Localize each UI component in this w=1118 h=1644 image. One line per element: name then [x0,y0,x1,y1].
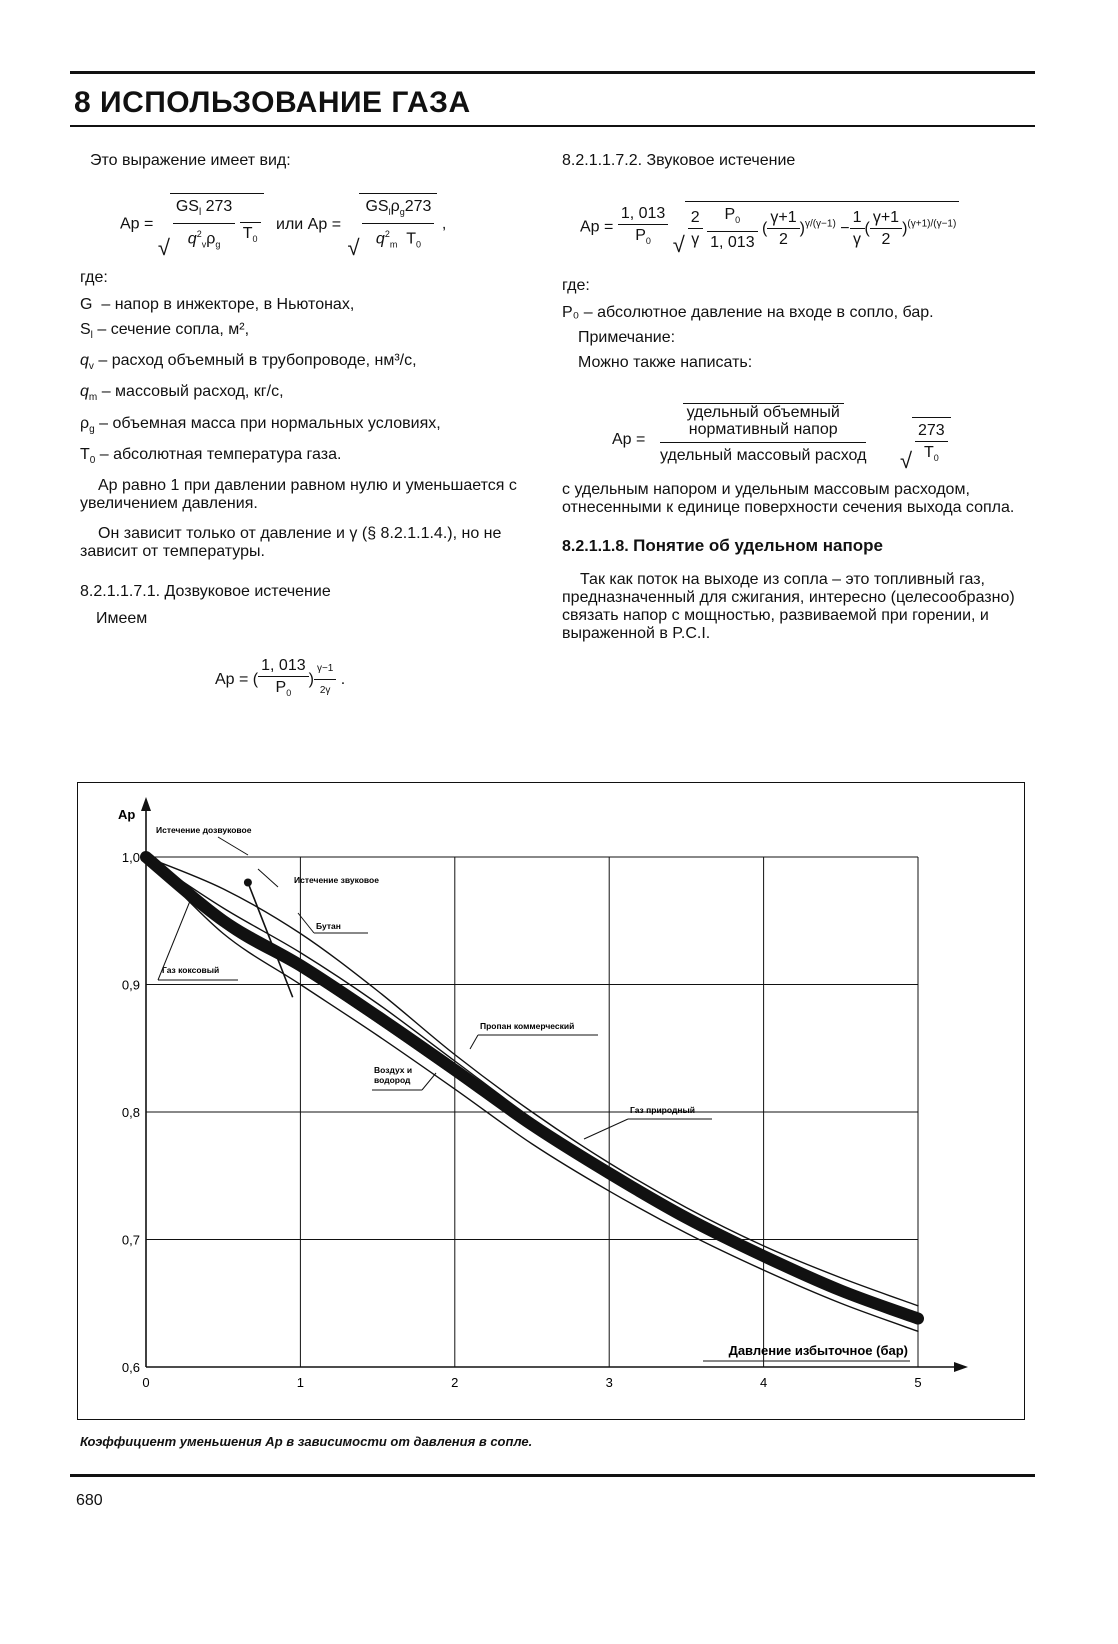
chart-frame [77,782,1025,1420]
para-concept: Так как поток на выходе из сопла – это топливный газ, предназначенный для сжигания, интересно (целесообразно) связать напор с мощностью, развиваемой при горении, и выраженной в P.C.I. [562,571,1015,642]
figure-caption: Коэффициент уменьшения Ap в зависимости от давления в сопле. [80,1434,533,1449]
leader-natural-gas [584,1119,628,1139]
label-air-1: Воздух и [374,1065,413,1075]
x-tick-label: 0 [142,1375,150,1390]
x-tick-label: 3 [605,1375,613,1390]
series-propane [146,857,918,1316]
def-s: $S_l$ – сечение сопла, м², [80,321,250,342]
def-qm: $q_m$ – массовый расход, кг/с, [80,383,284,404]
left-column [80,150,530,704]
header-underline [70,125,1035,127]
label-air-2: водород [374,1075,411,1085]
section-subsonic: 8.2.1.1.7.1. Дозвуковое истечение [80,582,331,600]
formula-subsonic: Ap = ( $\frac{1, 013}{P_0}$ ) $\frac{\gamma-1}{2\gamma}$ . [215,656,346,699]
series-natural-gas [146,857,918,1319]
label-sonic: Истечение звуковое [294,875,379,885]
x-axis-arrow [954,1362,968,1372]
formula-specific: Ap = удельный объемный нормативный напор удельный массовый расход √ $\frac{273}{T_0}$ [612,403,1022,473]
x-axis-label: Давление избыточное (бар) [728,1343,908,1358]
y-tick-label: 0,8 [121,1105,140,1120]
p0-definition: P₀ – абсолютное давление на входе в сопло, бар. [562,304,934,321]
para-specific: с удельным напором и удельным массовым расходом, отнесенными к единице поверхности сечения выхода сопла. [562,481,1015,516]
label-subsonic: Истечение дозвуковое [156,825,252,835]
label-coke: Газ коксовый [162,965,220,975]
leader-propane [470,1035,478,1049]
leader-sonic [258,869,278,887]
series-air-hydrogen [146,857,918,1331]
para-ap-equals-1: Ap равно 1 при давлении равном нулю и уменьшается с увеличением давления. [80,476,517,512]
right-column [562,150,1022,643]
def-qv: $q_v$ – расход объемный в трубопроводе, нм³/с, [80,352,417,373]
x-tick-label: 4 [759,1375,768,1390]
where-label-right: где: [562,277,590,294]
y-tick-label: 0,9 [121,977,140,993]
label-propane: Пропан коммерческий [480,1021,575,1031]
sonic-point [244,879,252,887]
x-tick-label: 2 [451,1375,459,1390]
label-butane: Бутан [316,921,341,931]
top-rule [70,71,1035,74]
leader-subsonic [218,837,248,855]
section-sonic: 8.2.1.1.7.2. Звуковое истечение [562,152,796,169]
def-rho: $\rho_g$ – объемная масса при нормальных условиях, [80,414,441,435]
y-axis-label: Ap [118,807,136,822]
footer-rule [70,1474,1035,1477]
formula-ap-general: Ap = √ $\frac{GS_l 273}{q^2_v\rho_g}$ $T_0$ или Ap = √ $\frac{GS_l\rho_g273}{q^2_m T_0}$ , [120,193,530,253]
ap-pressure-chart [78,783,1024,1419]
chapter-title: 8 ИСПОЛЬЗОВАНИЕ ГАЗА [74,86,471,119]
section-concept: 8.2.1.1.8. Понятие об удельном напоре [562,536,883,555]
note-label: Примечание: [578,329,676,346]
leader-air [422,1073,436,1090]
where-label: где: [80,269,108,286]
label-natural-gas: Газ природный [630,1105,695,1115]
page-number: 680 [76,1492,103,1509]
para-depends: Он зависит только от давление и γ (§ 8.2.1.1.4.), но не зависит от температуры. [80,524,502,560]
series-coke-gas [146,857,918,1322]
definitions-list [80,294,530,471]
y-tick-label: 0,7 [121,1232,140,1248]
have-text: Имеем [96,609,148,627]
def-g: G – напор в инжекторе, в Ньютонах, [80,296,355,313]
x-tick-label: 1 [296,1375,305,1390]
def-t0: $T_0$ – абсолютная температура газа. [80,445,342,466]
y-tick-label: 1,0 [121,850,140,865]
y-axis-arrow [141,797,151,811]
y-tick-label: 0,6 [121,1360,140,1375]
x-tick-label: 5 [914,1375,922,1390]
can-write-text: Можно также написать: [578,354,753,371]
intro-text: Это выражение имеет вид: [90,152,291,169]
formula-sonic: Ap = $\frac{1, 013}{P_0}$ √ $\frac{2}{\gamma}$ $\frac{P_0}{1, 013}$ ( $\frac{\gamma+1}{2}$ )$^{\gamma/(\gamma-1)}$ − $\frac{1}{\gamma}$ ( $\frac{\gamma+1}{2}$ )$^{(\gamma+1)/(\gamma-1)}$ [580,201,1022,265]
series-butane [146,857,918,1306]
